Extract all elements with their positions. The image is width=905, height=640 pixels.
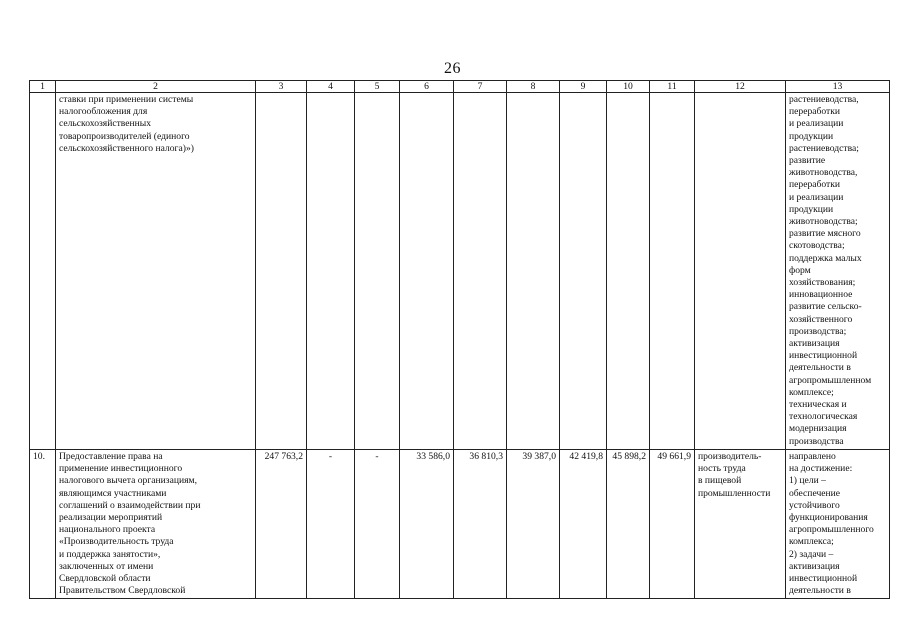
page-number: 26 [444,60,461,77]
value-cell [560,93,607,450]
indicator-cell [695,93,786,450]
data-table [29,80,890,599]
value-cell [650,93,695,450]
column-header: 2 [56,81,256,93]
column-header: 3 [256,81,307,93]
column-header: 12 [695,81,786,93]
value-cell [307,93,355,450]
value-cell [607,93,650,450]
value-cell: 33 586,0 [400,449,454,598]
value-cell: 39 387,0 [507,449,560,598]
description-cell: ставки при применении системы налогообложения для сельскохозяйственных товаропроизводителей (единого сельскохозяйственного налога)») [56,93,256,450]
row-number-cell [30,93,56,450]
column-header: 11 [650,81,695,93]
description-cell: Предоставление права на применение инвестиционного налогового вычета организациям, являющимся участниками соглашений о взаимодействии при реализации мероприятий национального проекта «Производительность труда и поддержка занятости», заключенных от имени Свердловской области Правительством Свердловской [56,449,256,598]
column-header: 6 [400,81,454,93]
value-cell: 49 661,9 [650,449,695,598]
value-cell [400,93,454,450]
value-cell [256,93,307,450]
column-header: 4 [307,81,355,93]
row-number-cell: 10. [30,449,56,598]
column-header: 7 [454,81,507,93]
table-row [30,449,890,598]
value-cell [355,93,400,450]
value-cell [454,93,507,450]
goal-cell: направлено на достижение: 1) цели – обеспечение устойчивого функционирования агропромышленного комплекса; 2) задачи – активизация инвестиционной деятельности в [786,449,890,598]
goal-cell: растениеводства, переработки и реализации продукции растениеводства; развитие животноводства, переработки и реализации продукции животноводства; развитие мясного скотоводства; поддержка малых форм хозяйствования; инновационное развитие сельско- хозяйственного производства; активизация инвестиционной деятельности в агропромышленном комплексе; техническая и технологическая модернизация производства [786,93,890,450]
column-header: 5 [355,81,400,93]
value-cell: 45 898,2 [607,449,650,598]
value-cell: 247 763,2 [256,449,307,598]
column-header: 9 [560,81,607,93]
column-header: 10 [607,81,650,93]
column-header: 13 [786,81,890,93]
value-cell: 42 419,8 [560,449,607,598]
column-header: 1 [30,81,56,93]
column-header: 8 [507,81,560,93]
table-row [30,93,890,450]
value-cell: - [307,449,355,598]
indicator-cell: производитель- ность труда в пищевой промышленности [695,449,786,598]
column-number-row [30,81,890,93]
value-cell: 36 810,3 [454,449,507,598]
value-cell [507,93,560,450]
value-cell: - [355,449,400,598]
